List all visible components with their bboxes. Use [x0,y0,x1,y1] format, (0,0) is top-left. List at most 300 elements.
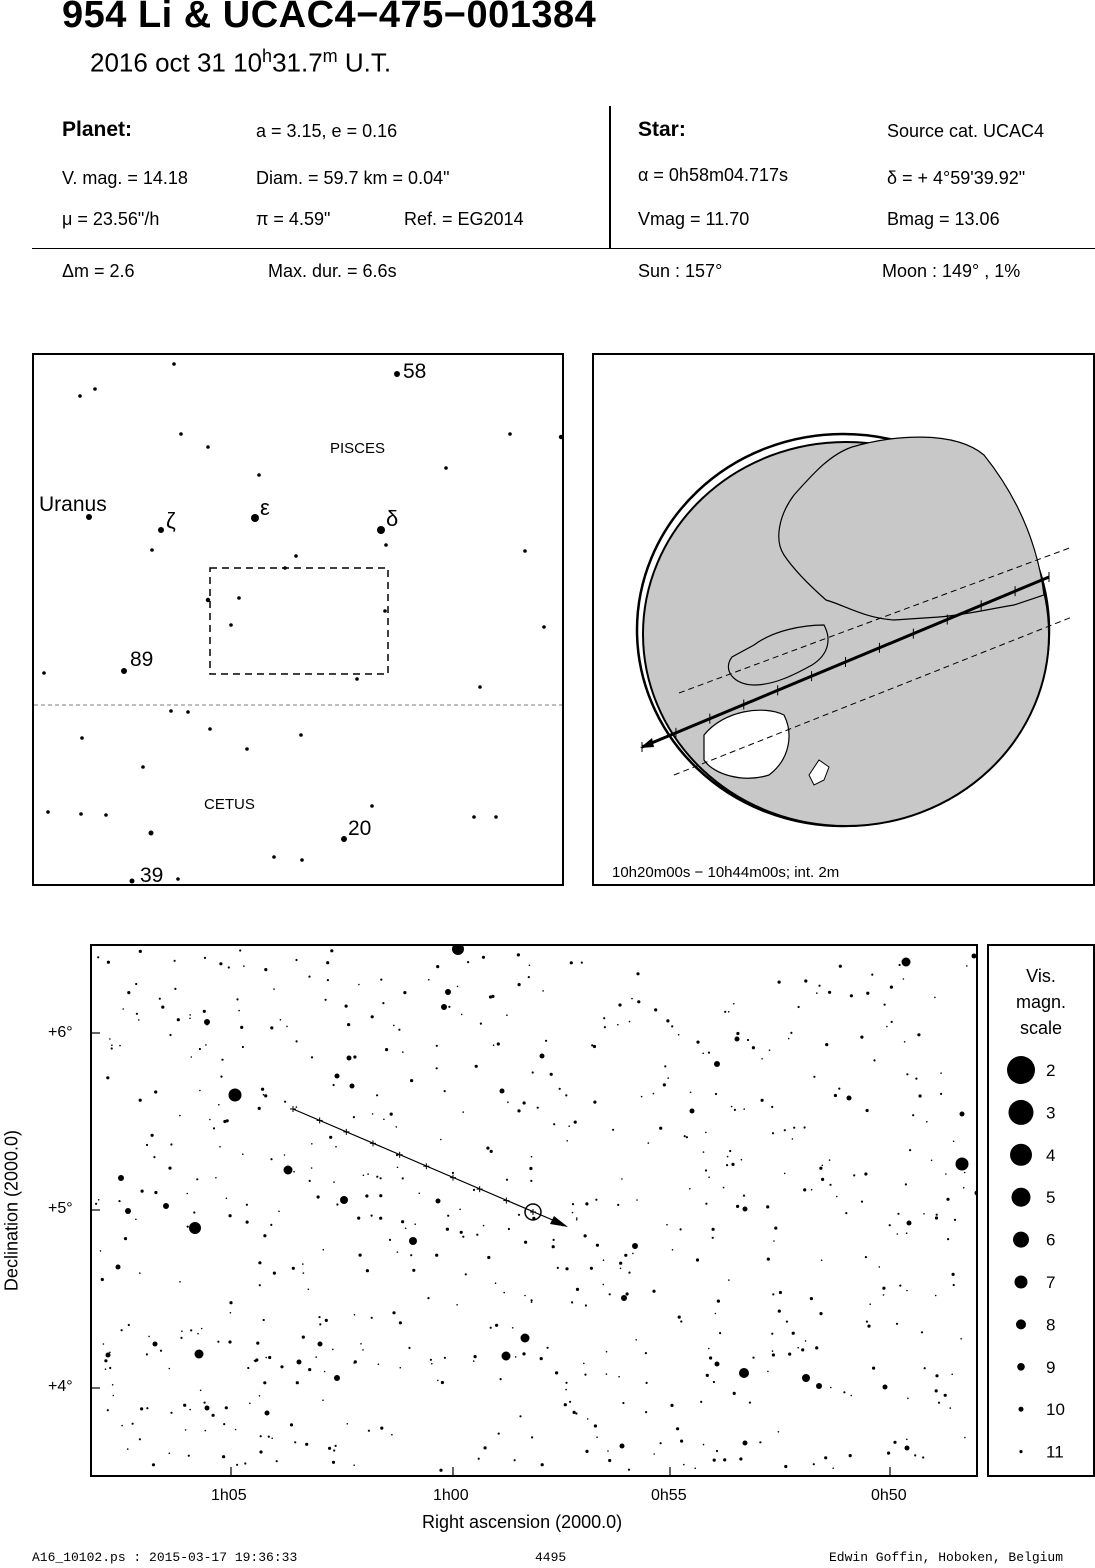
legend-title-1: Vis. [1026,966,1056,986]
sky-star [940,1072,942,1074]
finder-star [186,710,190,714]
sky-star [713,1459,716,1462]
sky-star [225,1406,228,1409]
sky-star [296,1040,298,1042]
sky-star [336,1203,338,1205]
sky-star [529,965,531,967]
sky-star [518,1214,520,1216]
legend-mag-label: 2 [1046,1061,1056,1080]
legend-mag-dot [1015,1276,1028,1289]
sky-star [786,1321,788,1323]
sky-star [345,1005,348,1008]
sky-star [603,1284,605,1286]
sky-star [112,1384,114,1386]
sky-star [506,1014,508,1016]
sky-star [247,1367,249,1369]
sky-star [146,1353,148,1355]
sky-star [565,1094,567,1096]
sky-star [532,1071,534,1073]
sky-star [723,1458,726,1461]
sky-star [124,1237,127,1240]
sky-star [784,1129,786,1131]
sky-star [474,1355,477,1358]
sky-star [332,1461,335,1464]
sky-star [439,1469,442,1472]
sky-star [716,1450,718,1452]
sky-star [621,1295,627,1301]
sky-star [440,1139,442,1141]
sky-star [457,986,459,988]
sky-star [106,1353,111,1358]
sky-star [132,1423,134,1425]
finder-star [494,815,498,819]
sky-star [590,1267,593,1270]
sky-star [867,1325,870,1328]
sky-star [879,1266,881,1268]
sky-star [743,1195,745,1197]
sky-star [624,1254,627,1257]
sky-star [189,1018,191,1020]
sky-star [905,1183,907,1185]
sky-star [752,1046,755,1049]
sky-star [921,1331,923,1333]
sky-star [573,1411,576,1414]
sky-star [292,1267,295,1270]
sky-star [235,1429,237,1431]
finder-star [542,625,546,629]
sky-star [179,1115,181,1117]
finder-star [78,394,82,398]
sky-star [547,1347,549,1349]
sky-star [617,1024,619,1026]
sky-star [226,1119,229,1122]
sky-star [946,1198,949,1201]
sky-star [498,1433,500,1435]
sky-star [340,1196,348,1204]
sky-star [311,1167,313,1169]
finder-star [370,804,374,808]
sky-star [353,1055,356,1058]
sky-star [604,1026,606,1028]
sky-star [583,1363,585,1365]
star-heading: Star: [638,118,686,141]
dec-tick-label-4: +4° [48,1378,73,1395]
sky-star [246,1221,249,1224]
sky-star [517,953,520,956]
sky-star [603,1017,605,1019]
sky-star [459,1209,461,1211]
sky-star [389,1239,391,1241]
sky-star [759,1441,761,1443]
sky-star [585,1450,588,1453]
sky-star [566,1140,568,1142]
sky-star [139,950,142,953]
sky-star [953,1141,955,1143]
sky-star [97,956,99,958]
sky-star [608,1459,611,1462]
sky-star [603,1259,605,1261]
sky-star [690,1109,695,1114]
sky-star [866,992,869,995]
sky-star [328,1447,331,1450]
sky-star [159,998,161,1000]
sky-star [618,1003,621,1006]
sky-star [964,1437,966,1439]
sky-star [148,1336,150,1338]
sky-star [502,1352,511,1361]
sky-star [896,1323,898,1325]
sky-star [220,1076,222,1078]
legend-mag-dot [1007,1056,1035,1084]
sky-star [829,1159,831,1161]
sky-star [869,1303,871,1305]
sky-star [540,1054,545,1059]
sky-star [195,1350,204,1359]
sky-star [261,1088,264,1091]
sky-star [923,1213,925,1215]
sky-star [218,1104,220,1106]
sky-star [294,1441,296,1443]
sky-star [402,1177,404,1179]
sky-star [926,1121,928,1123]
sky-star [219,1146,221,1148]
sky-star [427,1297,429,1299]
sky-star [503,1292,505,1294]
sky-star [570,961,573,964]
sky-star [813,1463,815,1465]
sky-star [694,1468,696,1470]
sky-star [904,1041,906,1043]
finder-star [42,671,46,675]
sky-star [226,1198,228,1200]
sky-star [139,1438,141,1440]
sky-star [436,965,439,968]
sky-star [490,1150,493,1153]
sky-star [500,1378,502,1380]
sky-star [935,1389,938,1392]
sky-star [121,1329,123,1331]
sky-star [792,1332,795,1335]
sky-star [113,1395,115,1397]
sky-star [686,1136,688,1138]
sky-star [912,1114,914,1116]
label-20: 20 [348,817,372,840]
sky-star [400,1367,402,1369]
sky-star [410,1254,412,1256]
sky-star [572,1212,574,1214]
sky-star [935,1374,938,1377]
sky-star [409,1237,417,1245]
sky-star [947,1238,949,1240]
sky-star [648,1142,650,1144]
sky-star [671,1025,673,1027]
sky-star [445,989,451,995]
sky-star [437,1380,439,1382]
star-right-ascension: α = 0h58m04.717s [638,165,789,185]
sky-star [594,1424,597,1427]
sky-star [100,1250,102,1252]
sky-star [476,1234,478,1236]
sky-star [653,1093,655,1095]
sky-star [861,1201,863,1203]
sky-star [568,1125,570,1127]
sky-star [864,1172,867,1175]
sky-star [196,1178,198,1180]
ra-tick-label-0h50: 0h50 [871,1487,907,1504]
sky-star [906,1290,908,1292]
sky-star [886,1026,888,1028]
sky-star [368,1430,370,1432]
sky-star [170,1412,172,1414]
sky-star [883,1294,885,1296]
sky-star [125,1208,131,1214]
sky-star [584,1234,587,1237]
sky-star [866,1321,868,1323]
planet-reference: Ref. = EG2014 [404,209,524,229]
sky-star [521,1334,530,1343]
sky-star [185,1429,187,1431]
finder-star [150,548,154,552]
sky-star [154,1090,157,1093]
sky-star [951,1374,953,1376]
finder-star [206,598,210,602]
legend-mag-dot [1013,1232,1029,1248]
sky-star [385,1048,388,1051]
sun-elongation: Sun : 157° [638,261,723,281]
sky-star [205,1406,210,1411]
header-divider [609,106,611,248]
sky-star [564,1403,567,1406]
header-rule [32,248,1095,249]
sky-star [821,1178,824,1181]
sky-star [553,1239,555,1241]
sky-star [146,1407,148,1409]
sky-star [709,1356,712,1359]
finder-star [130,879,135,884]
sky-star [179,1281,181,1283]
sky-star [798,1006,800,1008]
sky-star [646,1382,648,1384]
sky-star [810,1297,813,1300]
sky-star [330,949,333,952]
finder-star [149,831,154,836]
finder-star [79,812,83,816]
sky-star [263,1319,265,1321]
sky-star [617,1204,619,1206]
sky-star [295,959,297,961]
sky-star [890,986,893,989]
sky-star [819,1167,822,1170]
legend-mag-label: 6 [1046,1230,1056,1250]
sky-star [297,1360,302,1365]
sky-star [290,1423,293,1426]
sky-star [347,1023,350,1026]
label-39: 39 [140,864,164,884]
page-title: 954 Li & UCAC4−475−001384 [62,0,597,36]
sky-star [714,1061,720,1067]
sky-star [529,1167,532,1170]
sky-star [332,1349,334,1351]
sky-star [815,1346,818,1349]
legend-mag-dot [1010,1144,1032,1166]
sky-star [703,1444,705,1446]
sky-star [830,1387,832,1389]
sky-star [347,1056,352,1061]
finder-star [257,473,261,477]
sky-star [199,1090,201,1092]
sky-star [140,1407,143,1410]
sky-star [953,1284,955,1286]
finder-star [383,609,387,613]
sky-star [628,1272,630,1274]
sky-star [398,1029,400,1031]
finder-star [121,668,127,674]
sky-star [221,1059,223,1061]
sky-star [456,1304,458,1306]
sky-star [153,1342,158,1347]
sky-star [689,1188,691,1190]
sky-star [736,1205,739,1208]
star-declination: δ = + 4°59'39.92" [887,168,1026,188]
sky-star [106,1076,109,1079]
legend-svg [989,946,1093,1475]
sky-star [170,1143,172,1145]
sky-star [550,1073,553,1076]
sky-star [236,1464,238,1466]
sky-star [705,1132,707,1134]
sky-star [284,1101,286,1103]
sky-star [659,1127,662,1130]
sky-star [461,1014,463,1016]
finder-star [300,858,304,862]
legend-mag-label: 11 [1046,1442,1064,1462]
sky-star [380,1177,382,1179]
sky-star [467,961,469,963]
sky-star [366,1269,369,1272]
sky-star [963,1187,965,1189]
sky-star [229,1301,232,1304]
sky-star [632,1243,638,1249]
finder-star [508,432,512,436]
sky-star [945,1173,947,1175]
sky-star [635,1339,637,1341]
sky-star [801,1348,804,1351]
sky-star [565,1267,568,1270]
sky-star [778,981,781,984]
sky-star [199,1048,201,1050]
sky-star [819,1312,822,1315]
star-vmag: Vmag = 11.70 [638,209,750,229]
sky-star [772,1353,775,1356]
sky-star [645,1352,647,1354]
sky-star [393,1025,395,1027]
sky-star [731,1106,733,1108]
sky-star [219,962,222,965]
sky-star [803,1188,806,1191]
sky-star [315,1356,317,1358]
sky-star [360,1343,362,1345]
sky-star [181,1330,183,1332]
sky-star [769,1049,771,1051]
sky-star [902,958,911,967]
sky-star [318,1342,323,1347]
sky-star [478,1458,480,1460]
label-epsilon: ε [260,495,270,520]
sky-star [897,1233,899,1235]
sky-star [715,1313,717,1315]
sky-star [719,1332,721,1334]
sky-star [540,1357,543,1360]
sky-star [104,1359,107,1362]
sky-star [715,1362,720,1367]
sky-star [767,1258,770,1261]
sky-star [280,1365,283,1368]
sky-star [922,1456,924,1458]
sky-star [822,1165,824,1167]
sky-star [376,1176,378,1178]
sky-star [447,1215,449,1217]
sky-star [323,1249,325,1251]
ra-tick-label-1h05: 1h05 [211,1487,247,1504]
sky-star [530,1180,532,1182]
sky-star [444,1357,446,1359]
sky-star [960,1338,962,1340]
sky-star [187,1226,189,1228]
sky-star [436,1199,441,1204]
sky-star [444,1090,446,1092]
sky-star [325,1319,328,1322]
sky-star [255,1360,257,1362]
sky-star [915,1078,917,1080]
sky-star [507,1101,509,1103]
sky-star [935,1216,938,1219]
sky-star [555,1371,558,1374]
sky-star [788,1353,791,1356]
sky-star [960,1112,965,1117]
sky-star [641,1096,643,1098]
sky-star [903,978,905,980]
sky-star [683,1464,685,1466]
sky-star [379,1194,382,1197]
sky-star [678,1316,681,1319]
sky-star [333,1181,335,1183]
sky-star [264,968,267,971]
legend-title-3: scale [1019,1018,1063,1038]
sky-star [565,1389,567,1391]
sky-star [847,1096,852,1101]
sky-star [636,972,639,975]
sky-star [524,1295,526,1297]
finder-star [377,526,385,534]
sky-star [280,1019,282,1021]
sky-star [747,1039,749,1041]
sky-star [565,1382,567,1384]
sky-star [632,1253,634,1255]
sky-star [204,1402,206,1404]
sky-star [866,1109,869,1112]
sky-star [741,1159,743,1161]
sky-star [371,1215,373,1217]
sky-star [396,1126,398,1128]
finder-star [141,765,145,769]
planet-motion: μ = 23.56"/h [62,209,160,229]
sky-star [484,1446,487,1449]
sky-star [774,1227,777,1230]
sky-star [914,1454,916,1456]
sky-star [884,1004,886,1006]
finder-star [299,733,303,737]
label-zeta: ζ [166,508,176,533]
